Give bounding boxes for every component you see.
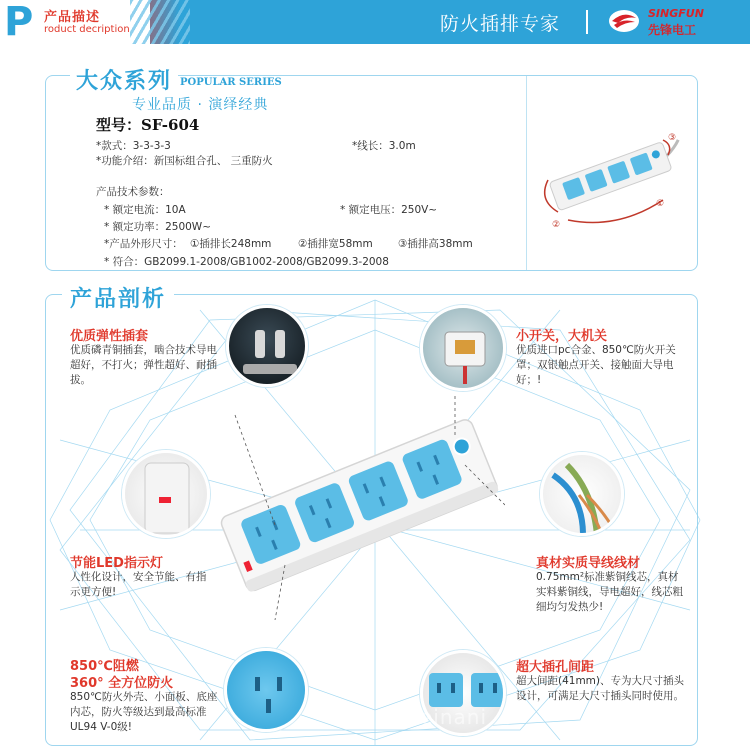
brand-name-cn: 先锋电工 xyxy=(648,23,697,37)
feature-text-spacing: 超大间距(41mm)、专为大尺寸插头设计，可满足大尺寸插头同时使用。 xyxy=(516,675,685,702)
feature-title-wire: 真材实质导线线材 xyxy=(536,556,641,571)
spec-size-label: *产品外形尺寸： xyxy=(104,238,183,250)
feature-text-switch: 优质进口pc合金、850℃防火开关罩；双银触点开关、接触面大导电好；! xyxy=(516,344,676,386)
feature-image-wire xyxy=(540,452,624,536)
spec-rated-power: * 额定功率：2500W~ xyxy=(104,221,211,233)
power-strip-thumbnail xyxy=(528,120,688,230)
feature-subtitle-fireproof: 360° 全方位防火 xyxy=(70,676,174,691)
model-number: 型号：SF-604 xyxy=(96,116,200,134)
dim-mark-2: ② xyxy=(552,220,561,230)
section-title-cn: 产品描述 xyxy=(44,10,101,25)
spec-function: *功能介绍：新国标组合孔、 三重防火 xyxy=(96,155,273,167)
spec-size-width: ②插排宽58mm xyxy=(298,238,373,250)
feature-title-switch: 小开关，大机关 xyxy=(516,329,608,344)
feature-text-sleeve: 优质磷青铜插套，啮合技术导电超好，不打火；弹性超好、耐插拔。 xyxy=(70,344,217,386)
spec-size-height: ③插排高38mm xyxy=(398,238,473,250)
watermark: einani xyxy=(420,705,488,729)
series-title-en: POPULAR SERIES xyxy=(180,77,282,88)
feature-text-led: 人性化设计，安全节能、有指示更方便! xyxy=(70,571,207,598)
feature-image-switch xyxy=(420,305,506,391)
spec-rated-voltage: * 额定电压：250V~ xyxy=(340,204,438,216)
feature-image-socket-sleeve xyxy=(226,305,308,387)
brand-slogan: 防火插排专家 xyxy=(440,13,561,35)
brand-logo-icon xyxy=(608,8,640,34)
section-letter: P xyxy=(4,0,34,45)
brand-name-en: SINGFUN xyxy=(648,7,704,20)
page-header xyxy=(0,0,750,44)
spec-standard: * 符合：GB2099.1-2008/GB1002-2008/GB2099.3-2008 xyxy=(104,256,389,268)
feature-image-led xyxy=(122,450,210,538)
spec-params-title: 产品技术参数： xyxy=(96,186,170,198)
feature-title-fireproof: 850℃阻燃 xyxy=(70,659,139,674)
feature-title-spacing: 超大插孔间距 xyxy=(516,660,595,675)
dim-mark-3: ③ xyxy=(668,133,677,143)
series-tagline: 专业品质 · 演绎经典 xyxy=(132,97,269,113)
feature-image-fireproof xyxy=(224,648,308,732)
spec-size-length: ①插排长248mm xyxy=(190,238,272,250)
feature-title-sleeve: 优质弹性插套 xyxy=(70,329,149,344)
power-strip-main-image xyxy=(215,395,505,620)
series-title: 大众系列 xyxy=(70,64,178,95)
header-separator xyxy=(586,10,588,34)
header-stripes xyxy=(130,0,190,44)
spec-cable-length: *线长：3.0m xyxy=(352,140,416,152)
feature-text-fireproof: 850℃防火外壳、小面板、底座内芯，防火等级达到最高标准UL94 V-0级! xyxy=(70,691,218,733)
dim-mark-1: ① xyxy=(656,199,665,209)
feature-text-wire: 0.75mm²标准紫铜线芯，真材实料紫铜线，导电超好，线芯粗细均匀发热少! xyxy=(536,571,683,613)
analysis-title: 产品剖析 xyxy=(62,282,174,313)
spec-divider xyxy=(526,76,527,270)
feature-title-led: 节能LED指示灯 xyxy=(70,556,163,571)
section-header-left xyxy=(0,0,150,44)
spec-rated-current: * 额定电流：10A xyxy=(104,204,186,216)
section-title-en: roduct decription xyxy=(44,24,130,35)
spec-style: *款式：3-3-3-3 xyxy=(96,140,171,152)
